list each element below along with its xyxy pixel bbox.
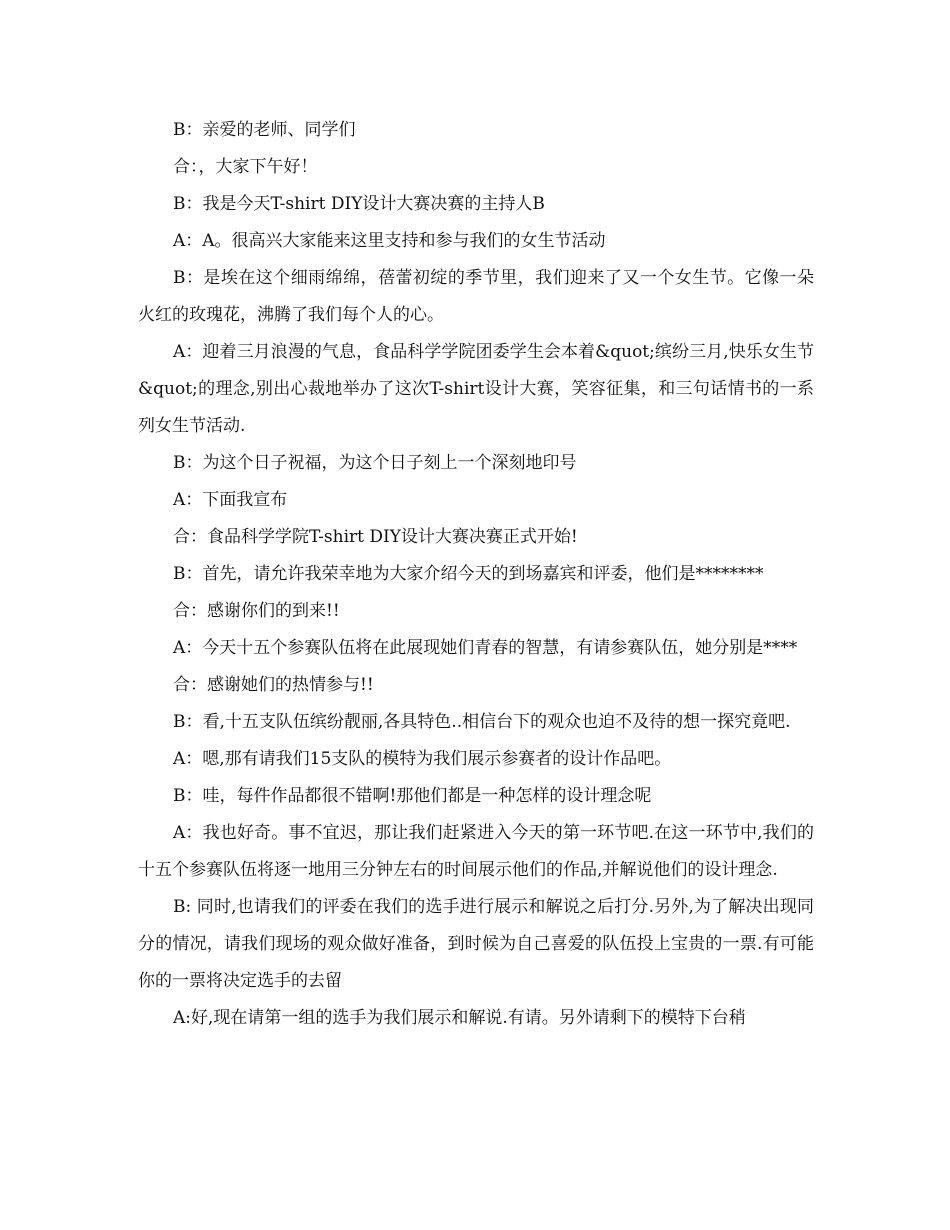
paragraph: 合：，大家下午好！	[173, 157, 318, 177]
paragraph: B：看,十五支队伍缤纷靓丽,各具特色..相信台下的观众也迫不及待的想一探究竟吧.	[173, 712, 791, 732]
paragraph: 合：食品科学学院T-shirt DIY设计大赛决赛正式开始!	[173, 527, 578, 547]
paragraph: A：我也好奇。事不宜迟，那让我们赶紧进入今天的第一环节吧.在这一环节中,我们的十五个参赛队伍将逐一地用三分钟左右的时间展示他们的作品,并解说他们的设计理念.	[138, 823, 814, 880]
paragraph: A:好,现在请第一组的选手为我们展示和解说.有请。另外请剩下的模特下台稍	[173, 1008, 746, 1028]
paragraph: B：我是今天T-shirt DIY设计大赛决赛的主持人B	[173, 194, 545, 214]
paragraph: 合：感谢你们的到来!!	[173, 601, 340, 621]
paragraph: 合：感谢她们的热情参与!!	[173, 675, 374, 695]
paragraph: A：下面我宣布	[173, 490, 288, 510]
paragraph: A：嗯,那有请我们15支队的模特为我们展示参赛者的设计作品吧。	[173, 749, 672, 769]
paragraph: B: 同时,也请我们的评委在我们的选手进行展示和解说之后打分.另外,为了解决出现同分的情况，请我们现场的观众做好准备，到时候为自己喜爱的队伍投上宝贵的一票.有可能你的一票将决定选手的去留	[138, 897, 814, 991]
paragraph: A：A。很高兴大家能来这里支持和参与我们的女生节活动	[173, 231, 606, 251]
paragraph: A：今天十五个参赛队伍将在此展现她们青春的智慧，有请参赛队伍，她分别是****	[173, 638, 798, 658]
paragraph: B：哇，每件作品都很不错啊!那他们都是一种怎样的设计理念呢	[173, 786, 652, 806]
document-body	[138, 112, 814, 1037]
paragraph: B：是埃在这个细雨绵绵，蓓蕾初绽的季节里，我们迎来了又一个女生节。它像一朵火红的玫瑰花，沸腾了我们每个人的心。	[138, 268, 814, 325]
paragraph: B：首先，请允许我荣幸地为大家介绍今天的到场嘉宾和评委，他们是********	[173, 564, 764, 584]
paragraph: A：迎着三月浪漫的气息，食品科学学院团委学生会本着&quot;缤纷三月,快乐女生节&quot;的理念,别出心裁地举办了这次T-shirt设计大赛，笑容征集，和三句话情书的一系列女生节活动.	[138, 342, 814, 436]
paragraph: B：为这个日子祝福，为这个日子刻上一个深刻地印号	[173, 453, 577, 473]
paragraph: B：亲爱的老师、同学们	[173, 120, 356, 140]
